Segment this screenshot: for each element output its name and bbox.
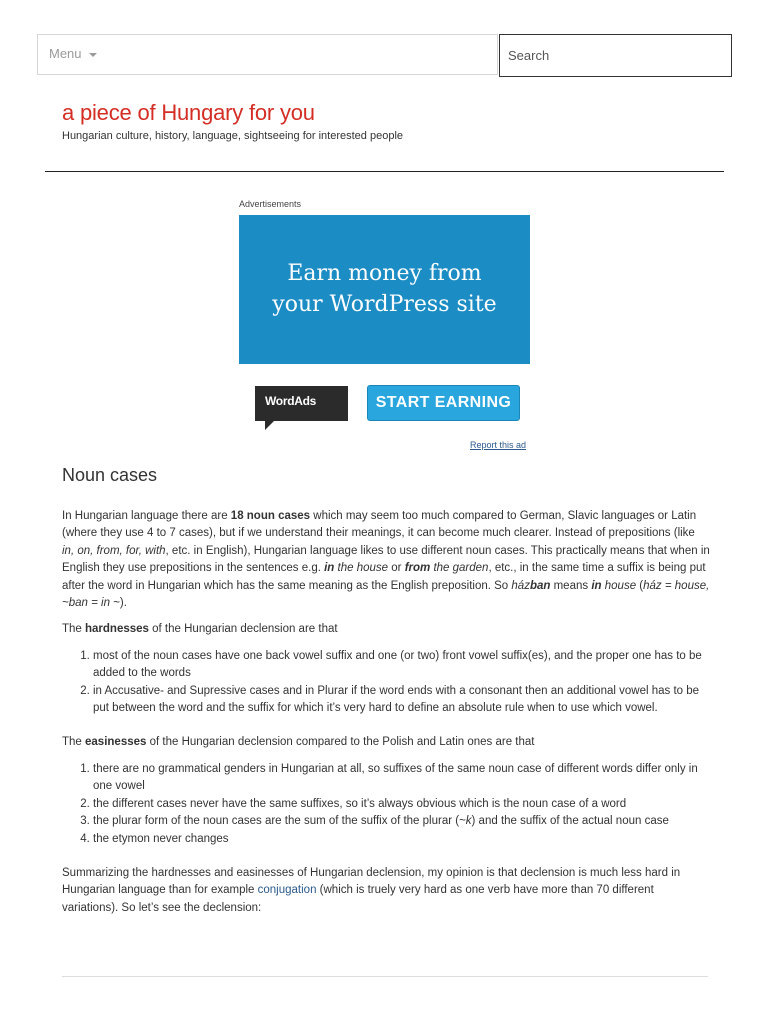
italic-text: ház = house, ~ban = in ~ <box>62 579 710 610</box>
text: Summarizing the hardnesses and easinesses of Hungarian declension, my opinion is that declension is much less hard in Hungarian language than for example <box>62 866 681 897</box>
content-divider <box>62 976 708 977</box>
ad-banner-line1: Earn money from <box>287 261 482 286</box>
italic-text: ház <box>511 579 530 592</box>
bold-text: easinesses <box>85 736 147 749</box>
text: of the Hungarian declension compared to the Polish and Latin ones are that <box>146 736 535 749</box>
hardnesses-intro <box>62 621 710 638</box>
text: ). <box>119 597 127 610</box>
text: ( <box>636 579 644 592</box>
intro-paragraph <box>62 508 710 612</box>
list-item: 2. in Accusative- and Supressive cases and in Plurar if the word ends with a consonant then an additional vowel has to be put between the word and the suffix for which it’s very hard to define an absolute rule when to use which vowel. <box>93 683 710 718</box>
start-earning-button[interactable]: START EARNING <box>367 385 520 421</box>
top-navigation <box>37 34 732 77</box>
summary-paragraph <box>62 865 710 917</box>
ad-banner[interactable] <box>239 215 530 364</box>
list-item: 1. most of the noun cases have one back vowel suffix and one (or two) front vowel suffix(es), and the proper one has to be added to the words <box>93 648 710 683</box>
header-divider <box>45 171 724 172</box>
text: ) and the suffix of the actual noun case <box>471 815 669 828</box>
article-title: Noun cases <box>62 465 158 485</box>
italic-text: the garden <box>430 562 489 575</box>
text: , etc., in the same time a suffix is being put after the word in Hungarian which has the same meaning as the English preposition. So <box>62 562 706 592</box>
search-input[interactable] <box>499 34 732 77</box>
bold-italic-text: from <box>404 562 431 575</box>
bold-text: hardnesses <box>85 623 149 636</box>
report-ad-link[interactable]: Report this ad <box>470 440 527 450</box>
ad-label: Advertisements <box>239 199 302 209</box>
bold-italic-text: ban <box>529 579 551 592</box>
easinesses-list <box>62 761 710 848</box>
caret-down-icon <box>89 53 97 57</box>
italic-text: house <box>601 579 637 592</box>
site-description: Hungarian culture, history, language, sightseeing for interested people <box>62 130 404 142</box>
text: The <box>62 623 86 636</box>
text: means <box>550 579 592 592</box>
text: the plurar form of the noun cases are the sum of the suffix of the plurar (~ <box>93 815 466 828</box>
text: The <box>62 736 86 749</box>
hardnesses-list <box>62 648 710 718</box>
list-item: 1. there are no grammatical genders in Hungarian at all, so suffixes of the same noun case of different words differ only in one vowel <box>93 761 710 796</box>
list-item <box>93 813 710 830</box>
italic-text: k <box>465 815 472 828</box>
easinesses-intro <box>62 734 710 751</box>
bold-text: 18 noun cases <box>230 510 311 522</box>
text: or <box>388 562 405 575</box>
list-item: 4. the etymon never changes <box>93 831 710 848</box>
wordads-logo-tail <box>265 421 274 430</box>
text: , etc. in English), Hungarian language likes to use different noun cases. This practically means that when in English they use prepositions in the sentences e.g. <box>62 544 710 575</box>
italic-text: the house <box>334 562 389 575</box>
bold-italic-text: in <box>591 579 602 592</box>
text: of the Hungarian declension are that <box>148 623 338 636</box>
wordads-logo: WordAds <box>255 386 348 421</box>
menu-button[interactable] <box>37 34 498 75</box>
ad-banner-line2: your WordPress site <box>272 292 497 317</box>
site-title[interactable]: a piece of Hungary for you <box>62 100 315 125</box>
text: In Hungarian language there are <box>62 510 231 522</box>
text: (which is truely very hard as one verb have more than 70 different variations). So let’s see the declension: <box>62 884 654 914</box>
menu-label: Menu <box>49 46 82 61</box>
bold-italic-text: in <box>324 562 335 575</box>
italic-text: in, on, from, for, with <box>62 544 166 557</box>
list-item: 2. the different cases never have the same suffixes, so it’s always obvious which is the noun case of a word <box>93 796 710 813</box>
conjugation-link[interactable]: conjugation <box>257 884 317 897</box>
text: which may seem too much compared to German, Slavic languages or Latin (where they use 4 to 7 cases), but if we understand their meanings, it can become much clearer. Instead of prepositions (like <box>62 510 697 540</box>
article-content <box>62 508 710 926</box>
